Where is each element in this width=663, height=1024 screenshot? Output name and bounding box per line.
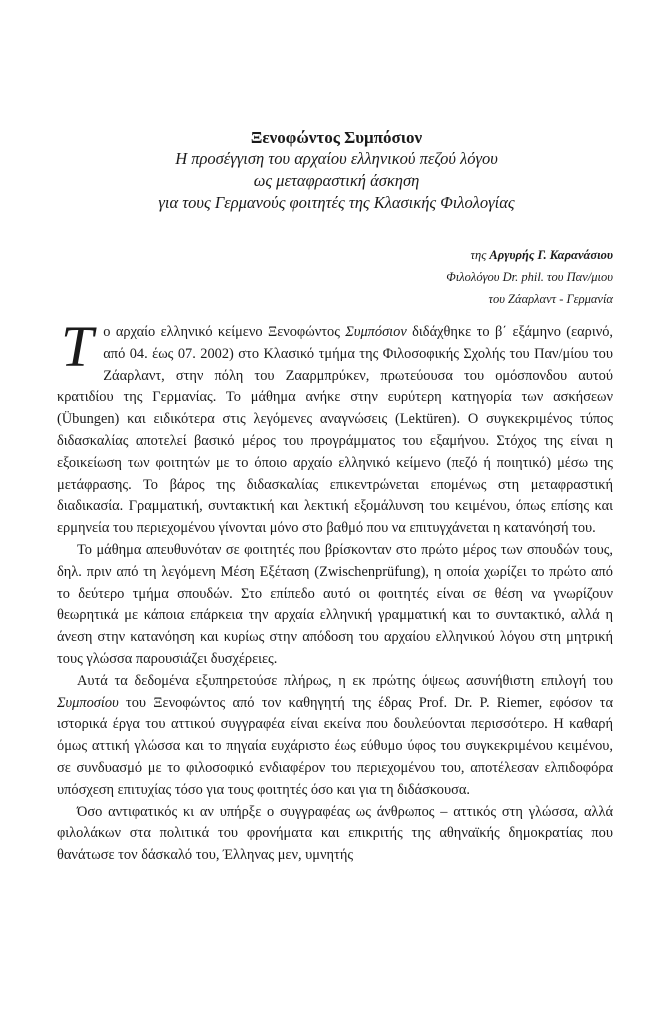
author-prefix: της	[470, 248, 490, 262]
body-text	[57, 314, 613, 867]
paragraph-3-text-a: Αυτά τα δεδομένα εξυπηρετούσε πλήρως, η εκ πρώτης όψεως ασυνήθιστη επιλογή του	[77, 672, 613, 689]
author-block	[446, 244, 613, 310]
drop-cap: Τ	[61, 314, 94, 379]
subtitle-line-2: ως μεταφραστική άσκηση	[253, 171, 420, 190]
paragraph-3-text-b: του Ξενοφώντος από τον καθηγητή της έδρας Prof. Dr. P. Riemer, εφόσον τα ιστορικά έργα του αττικού συγγραφέα είναι εκείνα που δουλεύονται περισσότερο. Η καθαρή όμως αττική γλώσσα και το πηγαία ευχάριστο έως εύθυμο ύφος του συγκεκριμένου κειμένου, σε συνδυασμό με το φιλοσοφικό ενδιαφέρον του περιεχομένου του, αποτέλεσαν ελπιδοφόρα υπόσχεση επιτυχίας τόσο για τους φοιτητές όσο και για τη διδάσκουσα.	[57, 694, 613, 798]
author-location: του Ζάαρλαντ - Γερμανία	[488, 292, 613, 306]
article-title: Ξενοφώντος Συμπόσιον	[250, 128, 423, 147]
author-line-1	[446, 244, 613, 266]
paragraph-3	[57, 671, 613, 802]
paragraph-1-text-b: διδάχθηκε το β΄ εξάμηνο (εαρινό, από 04. έως 07. 2002) στο Κλασικό τμήμα της Φιλοσοφικής Σχολής του Παν/μίου του Ζάαρλαντ, στην πόλη του Ζααρμπρύκεν, πρωτεύουσα του ομόσπονδου αυτού κρατιδίου της Γερμανίας. Το μάθημα ανήκε στην ευρύτερη κατηγορία των ασκήσεων (Übungen) και ειδικότερα στις λεγόμενες αναγνώσεις (Lektüren). Ο συγκεκριμένος τύπος διδασκαλίας αποτελεί βασικό μέρος του προγράμματος του εξαμήνου. Στόχος της είναι η εξοικείωση των φοιτητών με το όποιο αρχαίο ελληνικό κείμενο (πεζό ή ποιητικό) μέσω της μετάφρασης. Το βάρος της διδασκαλίας επικεντρώνεται επομένως στη μεταφραστική διαδικασία. Γραμματική, συντακτική και λεκτική εξομάλυνση του κειμένου, όπως επίσης και ερμηνεία του περιεχομένου γίνονται μόνο στο βαθμό που να επιτυγχάνεται η κατανόησή του.	[57, 324, 613, 537]
paragraph-2: Το μάθημα απευθυνόταν σε φοιτητές που βρίσκονταν στο πρώτο μέρος των σπουδών τους, δηλ. πριν από τη λεγόμενη Μέση Εξέταση (Zwischenprüfung), η οποία χωρίζει το πρώτο από το δεύτερο τμήμα σπουδών. Στο επίπεδο αυτό οι φοιτητές είναι σε θέση να γνωρίζουν θεωρητικά με κάποια επάρκεια την αρχαία ελληνική γραμματική και το συντακτικό, αλλά η άνεση στην κατανόηση και κυρίως στην απόδοση του αρχαίου ελληνικού λόγου στη μητρική τους γλώσσα παρουσιάζει δυσχέρειες.	[57, 541, 613, 667]
paragraph-1-work-title: Συμπόσιον	[345, 324, 407, 340]
subtitle-line-3: για τους Γερμανούς φοιτητές της Κλασικής Φιλολογίας	[158, 193, 515, 212]
author-name: Αργυρής Γ. Καρανάσιου	[489, 248, 613, 262]
paragraph-1-text-a: ο αρχαίο ελληνικό κείμενο Ξενοφώντος	[103, 324, 346, 340]
paragraph-4: Όσο αντιφατικός κι αν υπήρξε ο συγγραφέας ως άνθρωπος – αττικός στη γλώσσα, αλλά φιλολάκων στα πολιτικά του φρονήματα και επικριτής της αθηναϊκής δημοκρατίας που θανάτωσε τον δάσκαλό του, Έλληνας μεν, υμνητής	[57, 803, 613, 864]
title-block	[60, 128, 613, 214]
author-affiliation: Φιλολόγου Dr. phil. του Παν/μιου	[446, 270, 613, 284]
subtitle-line-1: Η προσέγγιση του αρχαίου ελληνικού πεζού λόγου	[175, 149, 498, 168]
paragraph-1	[57, 314, 613, 540]
paragraph-3-work-title: Συμποσίου	[57, 694, 119, 711]
